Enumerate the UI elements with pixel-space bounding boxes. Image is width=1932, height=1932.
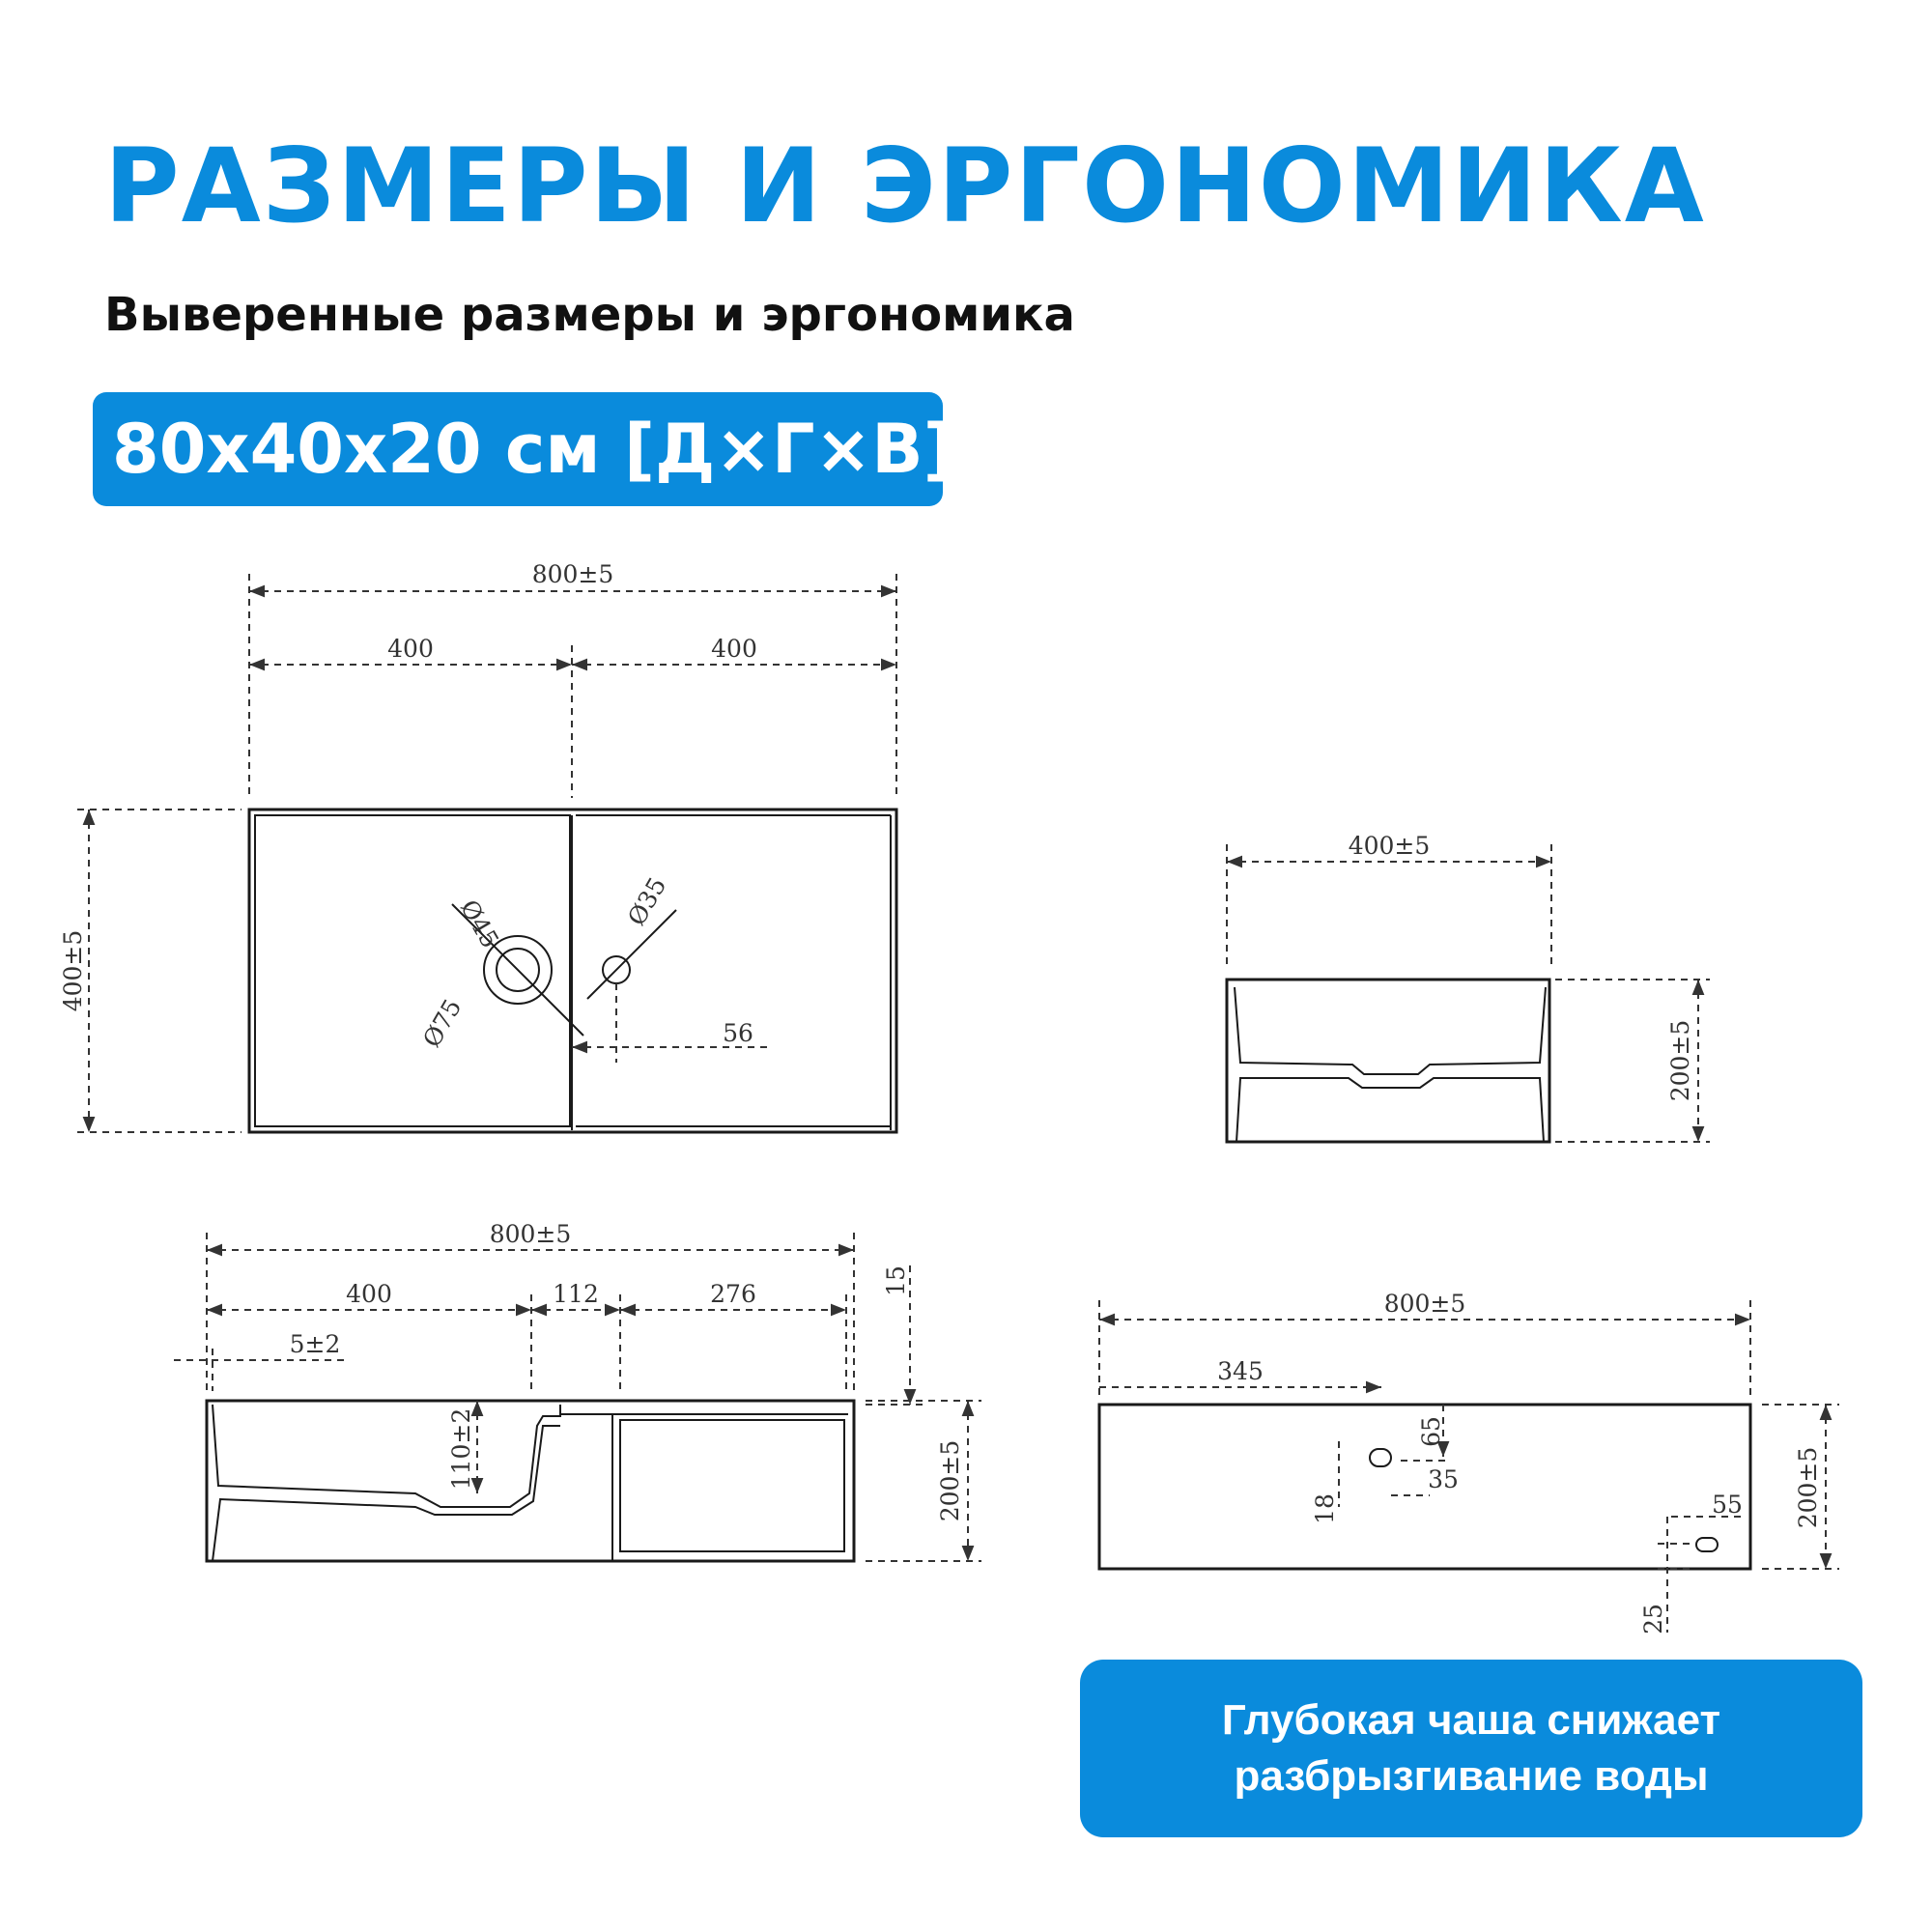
top-width-label: 800±5 xyxy=(531,560,614,588)
front-bowl-label: 400 xyxy=(346,1280,392,1308)
side-height-label: 200±5 xyxy=(1666,1019,1694,1102)
front-wall-offset-label: 5±2 xyxy=(289,1330,341,1358)
front-bowl-depth-label: 110±2 xyxy=(447,1407,475,1491)
front-width-label: 800±5 xyxy=(489,1220,572,1248)
tap-hole-label: Ø35 xyxy=(622,872,672,930)
drain-inner-label: Ø45 xyxy=(454,895,505,953)
callout-line-1: Глубокая чаша снижает xyxy=(1221,1696,1721,1744)
top-right-half-label: 400 xyxy=(711,635,757,663)
top-depth-label: 400±5 xyxy=(59,929,87,1012)
back-height-label: 200±5 xyxy=(1794,1446,1822,1529)
front-section xyxy=(174,1220,981,1561)
back-side-offset-label: 55 xyxy=(1712,1491,1743,1519)
back-width-label: 800±5 xyxy=(1383,1290,1466,1318)
back-hole-offset-label: 345 xyxy=(1217,1357,1264,1385)
top-left-half-label: 400 xyxy=(387,635,434,663)
page-subtitle: Выверенные размеры и эргономика xyxy=(104,288,1075,342)
dimensions-badge-label: 80x40x20 см [Д×Г×В] xyxy=(112,410,954,489)
tap-offset-label: 56 xyxy=(723,1019,753,1047)
back-hole-top-label: 65 xyxy=(1417,1416,1445,1447)
side-depth-label: 400±5 xyxy=(1348,832,1431,860)
front-middle-label: 112 xyxy=(553,1280,599,1308)
drain-outer-label: Ø75 xyxy=(417,994,468,1052)
back-side-hole xyxy=(1696,1538,1718,1551)
callout-box xyxy=(1080,1660,1862,1837)
page-title: РАЗМЕРЫ И ЭРГОНОМИКА xyxy=(104,127,1706,245)
back-view xyxy=(1099,1290,1839,1634)
back-hole-height-label: 18 xyxy=(1311,1493,1339,1524)
side-outline xyxy=(1227,980,1549,1142)
back-hole xyxy=(1370,1449,1391,1466)
back-side-bottom-label: 25 xyxy=(1639,1604,1667,1634)
top-view xyxy=(59,560,896,1132)
side-view xyxy=(1227,832,1710,1142)
front-shelf-label: 276 xyxy=(710,1280,756,1308)
callout-line-2: разбрызгивание воды xyxy=(1234,1752,1709,1800)
front-rim-label: 15 xyxy=(882,1265,910,1296)
back-hole-width-label: 35 xyxy=(1428,1465,1459,1493)
front-height-label: 200±5 xyxy=(936,1439,964,1522)
